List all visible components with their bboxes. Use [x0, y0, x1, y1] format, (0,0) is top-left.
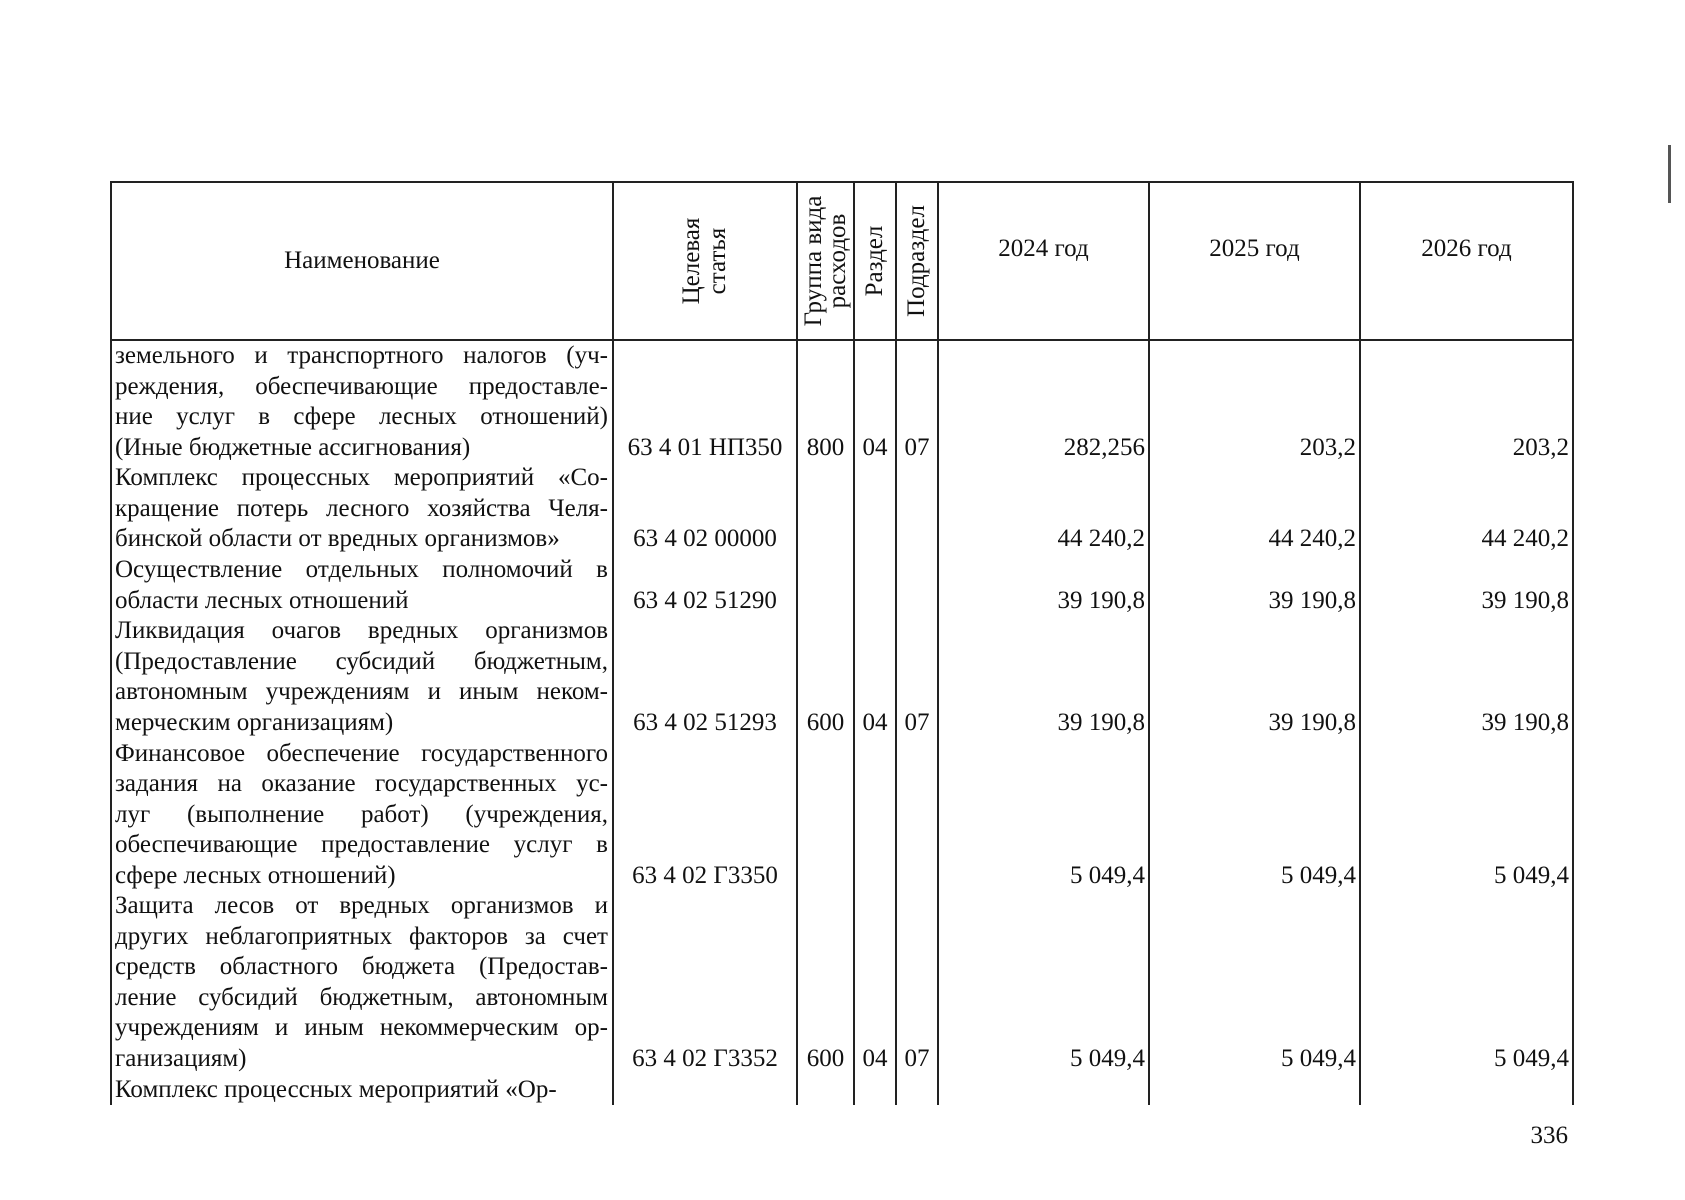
name-line: земельного и транспортного налогов (уч-	[115, 342, 608, 370]
cell-2025: 5 049,4	[1149, 738, 1360, 891]
cell-2024: 5 049,4	[938, 738, 1149, 891]
header-row	[111, 182, 1573, 340]
cell-section: 04	[854, 616, 896, 738]
cell-2026: 5 049,4	[1360, 738, 1573, 891]
cell-2026: 44 240,2	[1360, 463, 1573, 555]
name-line: Защита лесов от вредных организмов и	[115, 892, 608, 920]
cell-2025	[1149, 1074, 1360, 1105]
cell-section: 04	[854, 340, 896, 463]
cell-name	[111, 1074, 613, 1105]
cell-subsection	[896, 463, 938, 555]
name-line: ление субсидий бюджетным, автономным	[115, 983, 608, 1011]
table-row	[111, 616, 1573, 738]
header-2026-label: 2026 год	[1421, 235, 1512, 262]
cell-expense-group	[797, 555, 854, 616]
cell-target-article: 63 4 02 00000	[613, 463, 797, 555]
name-line: кращение потерь лесного хозяйства Челя-	[115, 494, 608, 522]
cell-expense-group	[797, 463, 854, 555]
cell-section	[854, 555, 896, 616]
header-name	[111, 182, 613, 340]
cell-subsection	[896, 555, 938, 616]
table-body	[111, 340, 1573, 1105]
cell-2026: 5 049,4	[1360, 891, 1573, 1074]
cell-2024: 282,256	[938, 340, 1149, 463]
cell-2025: 39 190,8	[1149, 555, 1360, 616]
cell-expense-group: 800	[797, 340, 854, 463]
cell-subsection	[896, 738, 938, 891]
header-2025	[1149, 182, 1360, 340]
cell-name	[111, 738, 613, 891]
header-group-label: Группа вида расходов	[799, 195, 851, 327]
name-line: других неблагоприятных факторов за счет	[115, 922, 608, 950]
cell-target-article: 63 4 02 51293	[613, 616, 797, 738]
name-line: задания на оказание государственных ус-	[115, 770, 608, 798]
table-row	[111, 891, 1573, 1074]
name-line: реждения, обеспечивающие предоставле-	[115, 372, 608, 400]
cell-target-article: 63 4 02 51290	[613, 555, 797, 616]
name-line: автономным учреждениям и иным неком-	[115, 678, 608, 706]
name-line: средств областного бюджета (Предостав-	[115, 953, 608, 981]
name-line: бинской области от вредных организмов»	[115, 525, 560, 553]
table-row	[111, 555, 1573, 616]
header-subsection-label: Подраздел	[903, 205, 930, 317]
cell-2025: 44 240,2	[1149, 463, 1360, 555]
table-row	[111, 463, 1573, 555]
name-line: ние услуг в сфере лесных отношений)	[115, 403, 608, 431]
name-line: Комплекс процессных мероприятий «Со-	[115, 464, 608, 492]
header-name-label: Наименование	[284, 247, 440, 274]
header-2024-label: 2024 год	[998, 235, 1089, 262]
cell-2024: 39 190,8	[938, 616, 1149, 738]
cell-target-article: 63 4 01 НП350	[613, 340, 797, 463]
cell-subsection: 07	[896, 891, 938, 1074]
header-section-label: Раздел	[861, 225, 888, 297]
cell-subsection	[896, 1074, 938, 1105]
table-row	[111, 1074, 1573, 1105]
name-line: (Иные бюджетные ассигнования)	[115, 433, 471, 461]
cell-section	[854, 1074, 896, 1105]
header-subsection	[896, 182, 938, 340]
page-number: 336	[1530, 1122, 1568, 1149]
header-section	[854, 182, 896, 340]
cell-name	[111, 463, 613, 555]
cell-2025: 39 190,8	[1149, 616, 1360, 738]
header-target-label: Целевая статья	[678, 217, 731, 305]
cell-subsection: 07	[896, 340, 938, 463]
cell-2026: 203,2	[1360, 340, 1573, 463]
cell-2026: 39 190,8	[1360, 616, 1573, 738]
cell-target-article	[613, 1074, 797, 1105]
cell-name	[111, 340, 613, 463]
cell-2026	[1360, 1074, 1573, 1105]
cell-2024	[938, 1074, 1149, 1105]
table-row	[111, 340, 1573, 463]
cell-name	[111, 891, 613, 1074]
cell-2025: 203,2	[1149, 340, 1360, 463]
name-line: Комплекс процессных мероприятий «Ор-	[115, 1075, 557, 1103]
cell-section	[854, 738, 896, 891]
cell-name	[111, 555, 613, 616]
name-line: мерческим организациям)	[115, 708, 394, 736]
cell-expense-group	[797, 1074, 854, 1105]
name-line: (Предоставление субсидий бюджетным,	[115, 647, 608, 675]
cell-expense-group	[797, 738, 854, 891]
cell-target-article: 63 4 02 Г3350	[613, 738, 797, 891]
header-target-article	[613, 182, 797, 340]
cell-name	[111, 616, 613, 738]
cell-2025: 5 049,4	[1149, 891, 1360, 1074]
cell-2024: 5 049,4	[938, 891, 1149, 1074]
name-line: Ликвидация очагов вредных организмов	[115, 617, 608, 645]
header-2026	[1360, 182, 1573, 340]
name-line: луг (выполнение работ) (учреждения,	[115, 800, 608, 828]
cell-2024: 44 240,2	[938, 463, 1149, 555]
header-expense-group	[797, 182, 854, 340]
table-row	[111, 738, 1573, 891]
cell-expense-group: 600	[797, 891, 854, 1074]
header-2024	[938, 182, 1149, 340]
name-line: Финансовое обеспечение государственного	[115, 739, 608, 767]
scan-edge-mark	[1668, 145, 1671, 203]
name-line: обеспечивающие предоставление услуг в	[115, 831, 608, 859]
name-line: учреждениям и иным некоммерческим ор-	[115, 1014, 608, 1042]
name-line: ганизациям)	[115, 1044, 247, 1072]
name-line: области лесных отношений	[115, 586, 409, 614]
cell-expense-group: 600	[797, 616, 854, 738]
cell-target-article: 63 4 02 Г3352	[613, 891, 797, 1074]
header-2025-label: 2025 год	[1209, 235, 1300, 262]
cell-subsection: 07	[896, 616, 938, 738]
budget-table	[110, 181, 1574, 1105]
name-line: сфере лесных отношений)	[115, 861, 396, 889]
cell-section	[854, 463, 896, 555]
cell-2024: 39 190,8	[938, 555, 1149, 616]
name-line: Осуществление отдельных полномочий в	[115, 556, 608, 584]
cell-2026: 39 190,8	[1360, 555, 1573, 616]
cell-section: 04	[854, 891, 896, 1074]
